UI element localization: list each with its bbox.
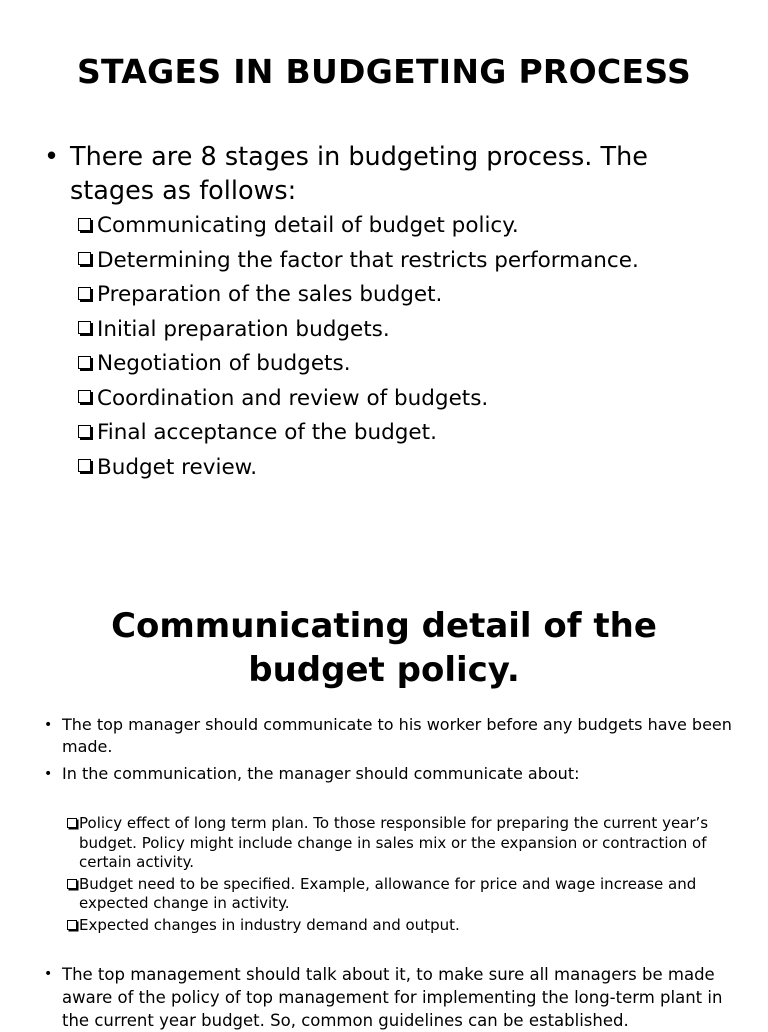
list-item: Policy effect of long term plan. To those responsible for preparing the current year’s budget. Policy might include change in sales mix or the expansion or contraction of certain activity.	[67, 814, 727, 873]
list-item: Budget review.	[78, 451, 639, 486]
list-item: Final acceptance of the budget.	[78, 416, 639, 451]
checkbox-bullet-icon	[67, 879, 77, 889]
stage-list	[78, 209, 639, 485]
list-item: Budget need to be specified. Example, allowance for price and wage increase and expected change in activity.	[67, 875, 727, 914]
checkbox-bullet-icon	[78, 390, 91, 403]
list-item: • The top manager should communicate to his worker before any budgets have been made.	[44, 715, 732, 756]
checkbox-bullet-icon	[67, 920, 77, 930]
list-item: Communicating detail of budget policy.	[78, 209, 639, 244]
checkbox-bullet-icon	[78, 218, 91, 231]
bullet-dot-icon: •	[44, 966, 53, 982]
bullet-dot-icon: •	[44, 142, 60, 172]
checkbox-bullet-icon	[67, 818, 77, 828]
list-item: • In the communication, the manager should communicate about:	[44, 764, 580, 783]
bullet-dot-icon: •	[44, 717, 53, 733]
checkbox-bullet-icon	[78, 425, 91, 438]
list-item: Negotiation of budgets.	[78, 347, 639, 382]
slide1-title: STAGES IN BUDGETING PROCESS	[76, 52, 692, 91]
list-item: Coordination and review of budgets.	[78, 382, 639, 417]
slide2-bullets	[44, 714, 744, 785]
list-item: Expected changes in industry demand and output.	[67, 916, 727, 936]
checkbox-bullet-icon	[78, 252, 91, 265]
intro-text: There are 8 stages in budgeting process. The stages as follows:	[70, 142, 648, 206]
slide2-title-line2: budget policy.	[248, 650, 520, 690]
intro-bullet	[44, 140, 734, 208]
slide2-title-line1: Communicating detail of the	[111, 606, 657, 646]
slide2-final-bullet	[44, 963, 744, 1032]
list-item: Preparation of the sales budget.	[78, 278, 639, 313]
checkbox-bullet-icon	[78, 459, 91, 472]
list-item: • The top management should talk about it, to make sure all managers be made aware of the policy of top management for implementing the long-term plant in the current year budget. So, common guidelines can be established.	[44, 965, 723, 1030]
bullet-dot-icon: •	[44, 766, 53, 782]
slide2-sub-list	[67, 814, 727, 935]
list-item: Determining the factor that restricts performance.	[78, 244, 639, 279]
checkbox-bullet-icon	[78, 321, 91, 334]
slide2-title	[0, 604, 768, 692]
checkbox-bullet-icon	[78, 356, 91, 369]
list-item: Initial preparation budgets.	[78, 313, 639, 348]
checkbox-bullet-icon	[78, 287, 91, 300]
